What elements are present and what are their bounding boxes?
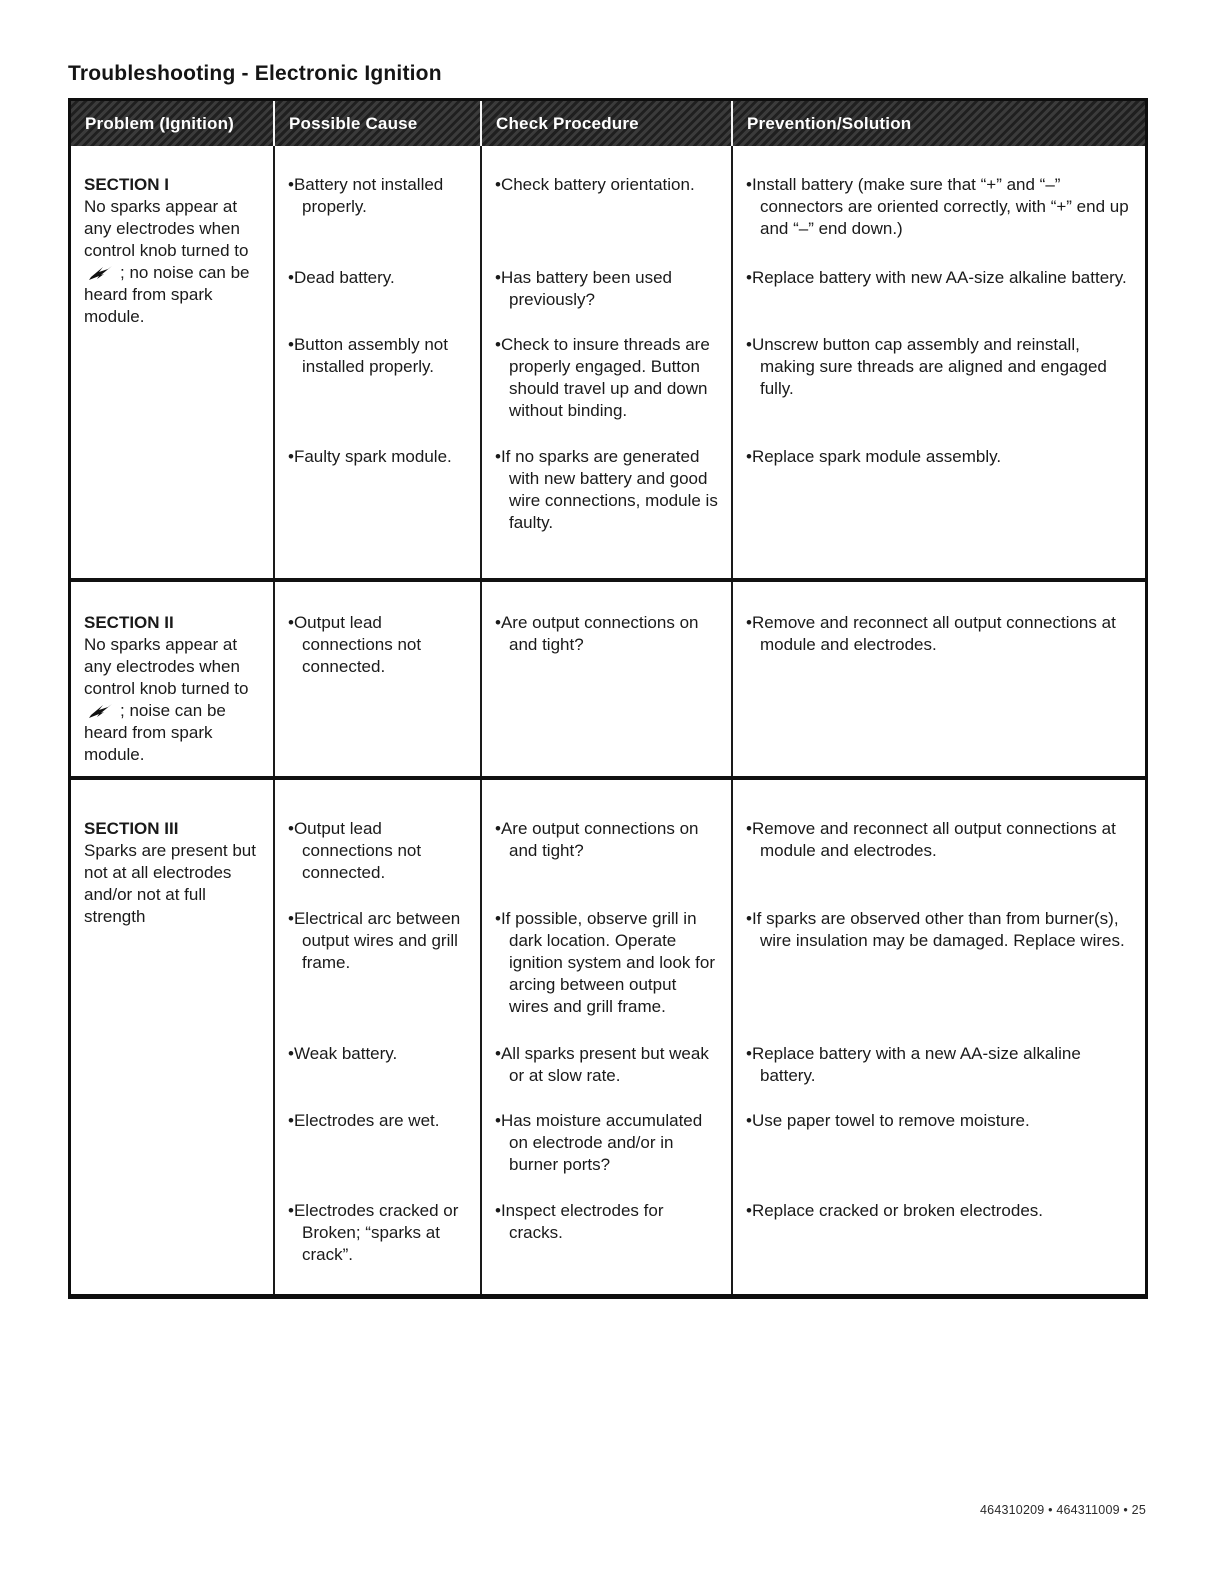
check-item: •If possible, observe grill in dark location. Operate ignition system and look for arcing between output wires and grill frame.: [495, 909, 715, 1016]
table-header-row: [71, 101, 1145, 146]
problem-text-before: No sparks appear at any electrodes when control knob turned to: [84, 197, 249, 260]
section-heading: SECTION III: [84, 819, 179, 838]
solution-item: •Replace spark module assembly.: [746, 447, 1002, 466]
problem-description: [84, 634, 261, 766]
problem-description: Sparks are present but not at all electrodes and/or not at full strength: [84, 841, 256, 926]
problem-cell: [71, 146, 273, 578]
check-item: •Inspect electrodes for cracks.: [495, 1201, 664, 1242]
cause-cell: [273, 146, 480, 578]
cause-item: •Electrical arc between output wires and grill frame.: [288, 909, 461, 972]
solution-item: •Remove and reconnect all output connections at module and electrodes.: [746, 613, 1116, 654]
check-item: •Are output connections on and tight?: [495, 819, 699, 860]
check-item: •Check battery orientation.: [495, 175, 695, 194]
solution-cell: [731, 780, 1145, 1294]
lightning-bolt-icon: [89, 702, 113, 717]
check-item: •Are output connections on and tight?: [495, 613, 699, 654]
check-cell: [480, 582, 731, 776]
cause-item: •Weak battery.: [288, 1044, 398, 1063]
solution-item: •Use paper towel to remove moisture.: [746, 1111, 1030, 1130]
check-item: •If no sparks are generated with new battery and good wire connections, module is faulty.: [495, 447, 718, 532]
troubleshooting-table: [68, 98, 1148, 1299]
header-possible-cause: Possible Cause: [273, 101, 480, 146]
check-item: •Check to insure threads are properly engaged. Button should travel up and down without binding.: [495, 335, 710, 420]
solution-item: •Remove and reconnect all output connections at module and electrodes.: [746, 819, 1116, 860]
table-row-section-1: [71, 146, 1145, 578]
problem-cell: [71, 582, 273, 776]
problem-description: [84, 196, 261, 328]
cause-item: •Button assembly not installed properly.: [288, 335, 448, 376]
solution-item: •Replace battery with new AA-size alkaline battery.: [746, 268, 1127, 287]
cause-item: •Electrodes cracked or Broken; “sparks at crack”.: [288, 1201, 459, 1264]
solution-cell: [731, 582, 1145, 776]
solution-item: •Replace battery with a new AA-size alkaline battery.: [746, 1044, 1081, 1085]
check-cell: [480, 780, 731, 1294]
cause-cell: [273, 780, 480, 1294]
solution-cell: [731, 146, 1145, 578]
problem-text-after: ; no noise can be heard from spark module.: [84, 263, 250, 326]
table-row-section-3: [71, 776, 1145, 1294]
cause-cell: [273, 582, 480, 776]
cause-item: •Dead battery.: [288, 268, 395, 287]
check-cell: [480, 146, 731, 578]
solution-item: •If sparks are observed other than from burner(s), wire insulation may be damaged. Replace wires.: [746, 909, 1125, 950]
header-check-procedure: Check Procedure: [480, 101, 731, 146]
header-prevention-solution: Prevention/Solution: [731, 101, 1145, 146]
cause-item: •Electrodes are wet.: [288, 1111, 440, 1130]
page-content: [68, 62, 1148, 1299]
page-title: Troubleshooting - Electronic Ignition: [68, 62, 442, 85]
header-problem: Problem (Ignition): [85, 113, 235, 133]
lightning-bolt-icon: [89, 264, 113, 279]
problem-text-after: ; noise can be heard from spark module.: [84, 701, 226, 764]
problem-cell: [71, 780, 273, 1294]
check-item: •Has battery been used previously?: [495, 268, 673, 309]
section-heading: SECTION II: [84, 613, 174, 632]
solution-item: •Install battery (make sure that “+” and “–” connectors are oriented correctly, with “+” end up and “–” end down.): [746, 175, 1129, 238]
problem-text-before: No sparks appear at any electrodes when control knob turned to: [84, 635, 249, 698]
check-item: •All sparks present but weak or at slow rate.: [495, 1044, 709, 1085]
page-footer-part-numbers: 464310209 • 464311009 • 25: [980, 1503, 1146, 1517]
cause-item: •Faulty spark module.: [288, 447, 452, 466]
table-row-section-2: [71, 578, 1145, 776]
section-heading: SECTION I: [84, 175, 170, 194]
check-item: •Has moisture accumulated on electrode and/or in burner ports?: [495, 1111, 703, 1174]
cause-item: •Output lead connections not connected.: [288, 819, 422, 882]
solution-item: •Replace cracked or broken electrodes.: [746, 1201, 1043, 1220]
cause-item: •Output lead connections not connected.: [288, 613, 422, 676]
solution-item: •Unscrew button cap assembly and reinstall, making sure threads are aligned and engaged fully.: [746, 335, 1107, 398]
cause-item: •Battery not installed properly.: [288, 175, 444, 216]
